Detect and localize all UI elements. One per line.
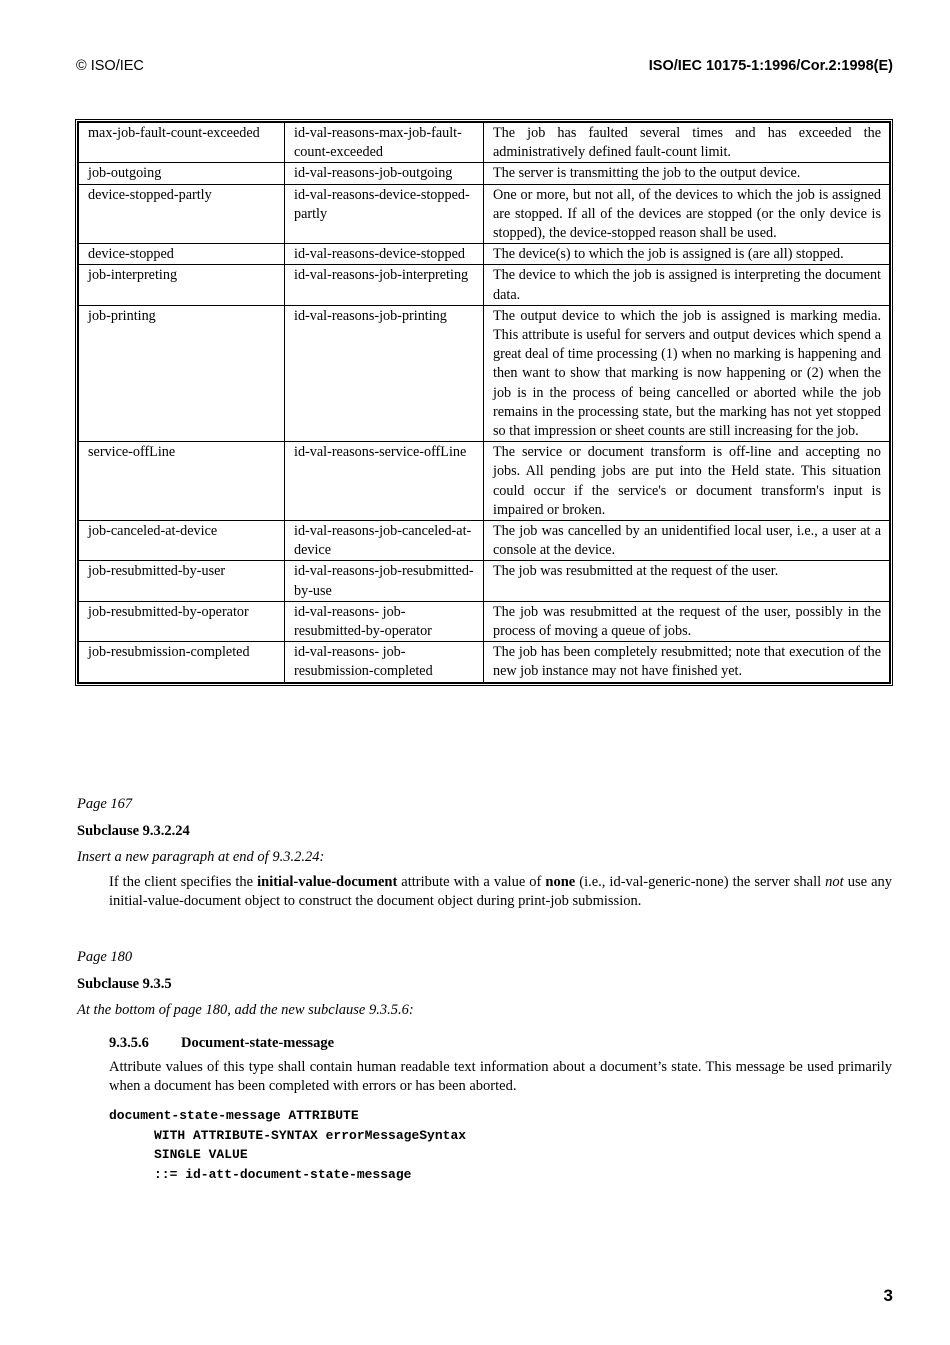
- asn1-definition: [77, 1106, 892, 1184]
- reason-name-cell: job-outgoing: [79, 163, 285, 184]
- reason-name-cell: job-canceled-at-device: [79, 521, 285, 561]
- section-180: [77, 948, 892, 1184]
- attribute-name: initial-value-document: [257, 874, 398, 890]
- reason-id-cell: id-val-reasons-device-stopped: [285, 244, 484, 265]
- code-line: SINGLE VALUE: [154, 1147, 248, 1162]
- section-167: [77, 795, 892, 911]
- table-row: [79, 561, 890, 601]
- table-row: [79, 123, 890, 163]
- reason-description-cell: One or more, but not all, of the devices to which the job is assigned are stopped. If all of the devices are stopped (or the only device is stopped), the device-stopped reason shall be used.: [484, 184, 890, 244]
- reason-name-cell: job-printing: [79, 305, 285, 441]
- reason-id-cell: id-val-reasons- job-resubmitted-by-operator: [285, 601, 484, 641]
- header-copyright: © ISO/IEC: [76, 58, 144, 74]
- page-reference: Page 180: [77, 949, 133, 965]
- table-row: [79, 442, 890, 521]
- reason-name-cell: job-resubmitted-by-operator: [79, 601, 285, 641]
- reason-description-cell: The service or document transform is off-line and accepting no jobs. All pending jobs are put into the Held state. This situation could occur if the service's or document transform's input is impaired or broken.: [484, 442, 890, 521]
- paragraph-text: If the client specifies the: [109, 874, 258, 890]
- reason-description-cell: The job has been completely resubmitted; note that execution of the new job instance may not have finished yet.: [484, 642, 890, 682]
- reason-id-cell: id-val-reasons-job-interpreting: [285, 265, 484, 305]
- emphasis-text: not: [825, 874, 844, 890]
- edit-instruction: Insert a new paragraph at end of 9.3.2.24:: [77, 849, 325, 865]
- code-line: ::= id-att-document-state-message: [154, 1166, 412, 1182]
- edit-instruction: At the bottom of page 180, add the new subclause 9.3.5.6:: [77, 1002, 414, 1018]
- reason-name-cell: device-stopped: [79, 244, 285, 265]
- code-line: WITH ATTRIBUTE-SYNTAX errorMessageSyntax: [154, 1127, 467, 1143]
- reasons-table-frame: [75, 119, 893, 686]
- subclause-number: 9.3.5.6: [109, 1035, 149, 1051]
- page-number: 3: [883, 1286, 893, 1305]
- subclause-heading: Subclause 9.3.5: [77, 976, 172, 992]
- value-name: none: [545, 874, 576, 890]
- reason-id-cell: id-val-reasons-service-offLine: [285, 442, 484, 521]
- paragraph-text: use any initial-value-document object to construct the document object during print-job submission.: [109, 874, 892, 909]
- table-row: [79, 601, 890, 641]
- reason-description-cell: The device to which the job is assigned is interpreting the document data.: [484, 265, 890, 305]
- reason-name-cell: service-offLine: [79, 442, 285, 521]
- reasons-table: [78, 122, 890, 683]
- reason-name-cell: device-stopped-partly: [79, 184, 285, 244]
- reasons-table-body: [79, 123, 890, 683]
- reason-description-cell: The output device to which the job is assigned is marking media. This attribute is useful for servers and output devices which spend a great deal of time processing (1) when no marking is happening and then want to show that marking is now happening or (2) when the job is in the process of being cancelled or aborted while the job remains in the processing state, but the marking has not yet stopped so that impression or sheet counts are still increasing for the job.: [484, 305, 890, 441]
- reason-description-cell: The job was cancelled by an unidentified local user, i.e., a user at a console at the device.: [484, 521, 890, 561]
- reason-id-cell: id-val-reasons-job-printing: [285, 305, 484, 441]
- code-line: document-state-message ATTRIBUTE: [109, 1108, 359, 1123]
- table-row: [79, 521, 890, 561]
- reason-description-cell: The job was resubmitted at the request of the user, possibly in the process of moving a queue of jobs.: [484, 601, 890, 641]
- inserted-paragraph: [77, 873, 892, 911]
- reason-id-cell: id-val-reasons- job-resubmission-completed: [285, 642, 484, 682]
- table-row: [79, 642, 890, 682]
- header-standard-id: ISO/IEC 10175-1:1996/Cor.2:1998(E): [648, 58, 893, 74]
- page-reference: Page 167: [77, 796, 133, 812]
- table-row: [79, 244, 890, 265]
- reason-description-cell: The job has faulted several times and has exceeded the administratively defined fault-count limit.: [484, 123, 890, 163]
- subclause-name: Document-state-message: [181, 1035, 335, 1051]
- reason-id-cell: id-val-reasons-job-outgoing: [285, 163, 484, 184]
- reason-name-cell: job-interpreting: [79, 265, 285, 305]
- reason-name-cell: job-resubmission-completed: [79, 642, 285, 682]
- reason-id-cell: id-val-reasons-job-canceled-at-device: [285, 521, 484, 561]
- reason-name-cell: job-resubmitted-by-user: [79, 561, 285, 601]
- reason-description-cell: The device(s) to which the job is assigned is (are all) stopped.: [484, 244, 890, 265]
- reason-id-cell: id-val-reasons-device-stopped-partly: [285, 184, 484, 244]
- reason-description-cell: The server is transmitting the job to the output device.: [484, 163, 890, 184]
- paragraph-text: attribute with a value of: [397, 874, 546, 890]
- table-row: [79, 265, 890, 305]
- reason-id-cell: id-val-reasons-max-job-fault-count-exceeded: [285, 123, 484, 163]
- subclause-paragraph: Attribute values of this type shall contain human readable text information about a document’s state. This message be used primarily when a document has been completed with errors or has been aborted.: [109, 1059, 892, 1094]
- table-row: [79, 305, 890, 441]
- paragraph-text: (i.e., id-val-generic-none) the server shall: [575, 874, 826, 890]
- reason-name-cell: max-job-fault-count-exceeded: [79, 123, 285, 163]
- subclause-title: [77, 1034, 892, 1053]
- subclause-heading: Subclause 9.3.2.24: [77, 823, 190, 839]
- table-row: [79, 184, 890, 244]
- table-row: [79, 163, 890, 184]
- reason-id-cell: id-val-reasons-job-resubmitted-by-use: [285, 561, 484, 601]
- reason-description-cell: The job was resubmitted at the request of the user.: [484, 561, 890, 601]
